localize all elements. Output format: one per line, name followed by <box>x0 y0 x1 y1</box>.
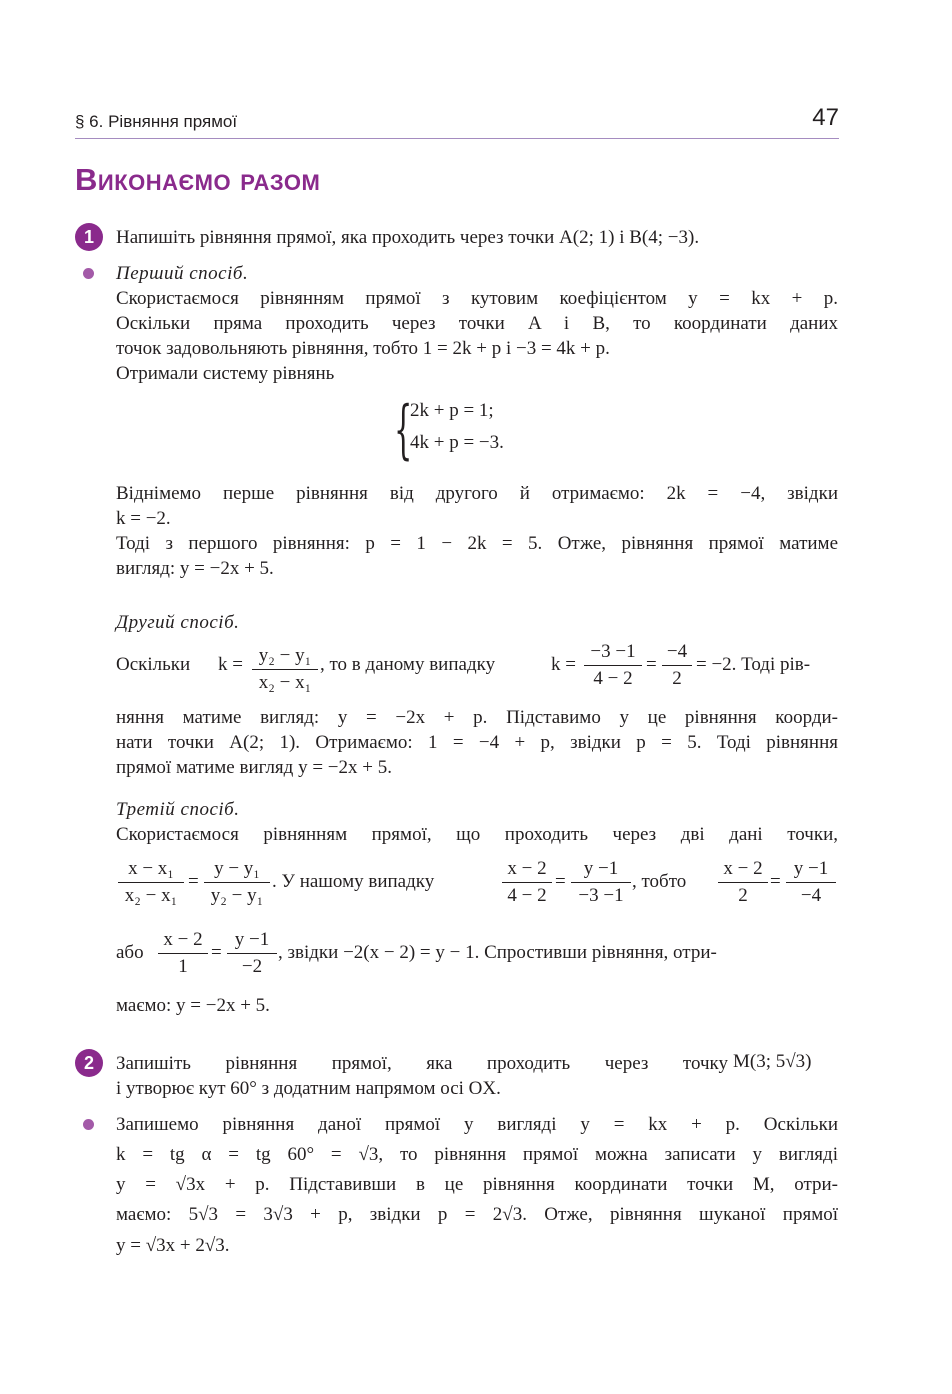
fraction-denominator: −2 <box>241 956 263 977</box>
fraction-slope-values <box>584 640 642 692</box>
fraction-denominator: 1 <box>178 956 188 977</box>
fraction-denominator: y₂ − y₁ <box>210 885 264 906</box>
fraction-numerator: y −1 <box>227 928 277 954</box>
method3-text-2: , тобто <box>632 871 687 892</box>
task1-statement: Напишіть рівняння прямої, яка проходить через точки A(2; 1) і B(4; −3). <box>116 227 700 248</box>
fraction-denominator: x₂ − x₁ <box>258 672 312 693</box>
task2-line-2: і утворює кут 60° з додатним напрямом осі OX. <box>116 1078 501 1099</box>
fraction-case-y <box>571 857 631 909</box>
method2-line-3: прямої матиме вигляд y = −2x + 5. <box>116 757 392 778</box>
bullet-marker <box>83 268 94 279</box>
fraction-denominator: −4 <box>800 885 822 906</box>
method1-after-3: Тоді з першого рівняння: p = 1 − 2k = 5. Отже, рівняння прямої матиме <box>116 533 838 554</box>
method2-k-eq-2: k = <box>551 654 576 675</box>
fraction-numerator: x − 2 <box>718 857 768 883</box>
page-number: 47 <box>812 104 839 131</box>
task2-solution-1: Запишемо рівняння даної прямої у вигляді y = kx + p. Оскільки <box>116 1114 838 1135</box>
method1-after-4: вигляд: y = −2x + 5. <box>116 558 274 579</box>
task2-solution-3: y = √3x + p. Підставивши в це рівняння координати точки M, отри- <box>116 1174 838 1195</box>
equals-sign: = <box>188 871 199 892</box>
method3-text-3: , звідки −2(x − 2) = y − 1. Спростивши рівняння, отри- <box>278 942 717 963</box>
fraction-numerator: y − y₁ <box>204 857 270 883</box>
method1-line-4: Отримали систему рівнянь <box>116 363 335 384</box>
method3-text-1: . У нашому випадку <box>272 871 435 892</box>
method2-prefix: Оскільки <box>116 654 191 675</box>
method2-title: Другий спосіб. <box>116 612 240 633</box>
task2-solution-5: y = √3x + 2√3. <box>116 1235 230 1256</box>
fraction-reduced-x <box>158 928 208 980</box>
method3-abo: або <box>116 942 144 963</box>
fraction-numerator: y −1 <box>571 857 631 883</box>
fraction-numerator: −4 <box>662 640 692 666</box>
task2-point: M(3; 5√3) <box>733 1051 812 1072</box>
method1-after-1: Віднімемо перше рівняння від другого й отримаємо: 2k = −4, звідки <box>116 483 838 504</box>
fraction-denominator: 4 − 2 <box>593 668 633 689</box>
fraction-numerator: x − 2 <box>502 857 552 883</box>
fraction-numerator: x − 2 <box>158 928 208 954</box>
fraction-denominator: −3 −1 <box>578 885 624 906</box>
fraction-numerator: −3 −1 <box>584 640 642 666</box>
fraction-slope-formula <box>252 644 318 696</box>
fraction-two-point-x <box>118 857 184 909</box>
equals-sign: = <box>770 871 781 892</box>
fraction-two-point-y <box>204 857 270 909</box>
fraction-numerator: y −1 <box>786 857 836 883</box>
fraction-simplified-x <box>718 857 768 909</box>
method2-line-1: няння матиме вигляд: y = −2x + p. Підставимо у це рівняння коорди- <box>116 707 838 728</box>
equals-sign: = <box>211 942 222 963</box>
method3-last: маємо: y = −2x + 5. <box>116 995 270 1016</box>
method1-line-2: Оскільки пряма проходить через точки A і B, то координати даних <box>116 313 838 334</box>
fraction-denominator: 4 − 2 <box>507 885 547 906</box>
equals-sign: = <box>555 871 566 892</box>
fraction-slope-simplified <box>662 640 692 692</box>
method2-line-2: нати точки A(2; 1). Отримаємо: 1 = −4 + p, звідки p = 5. Тоді рівняння <box>116 732 838 753</box>
fraction-denominator: 2 <box>672 668 682 689</box>
fraction-simplified-y <box>786 857 836 909</box>
page-heading: Виконаємо разом <box>75 162 321 197</box>
task-number-badge-1: 1 <box>75 223 103 251</box>
fraction-denominator: x₂ − x₁ <box>124 885 178 906</box>
method1-line-1: Скористаємося рівнянням прямої з кутовим коефіцієнтом y = kx + p. <box>116 288 838 309</box>
method1-title: Перший спосіб. <box>116 263 249 284</box>
running-header <box>75 104 839 139</box>
method2-tail: = −2. Тоді рів- <box>696 654 811 675</box>
section-title: § 6. Рівняння прямої <box>75 112 238 131</box>
method3-title: Третій спосіб. <box>116 799 240 820</box>
bullet-marker <box>83 1119 94 1130</box>
method1-line-3: точок задовольняють рівняння, тобто 1 = 2k + p і −3 = 4k + p. <box>116 338 610 359</box>
fraction-numerator: y₂ − y₁ <box>252 644 318 670</box>
task2-solution-2: k = tg α = tg 60° = √3, то рівняння прямої можна записати у вигляді <box>116 1144 838 1165</box>
task2-solution-4: маємо: 5√3 = 3√3 + p, звідки p = 2√3. Отже, рівняння шуканої прямої <box>116 1204 838 1225</box>
fraction-case-x <box>502 857 552 909</box>
method3-line-1: Скористаємося рівнянням прямої, що проходить через дві дані точки, <box>116 824 838 845</box>
system-brace: { <box>394 393 413 467</box>
system-eq-2: 4k + p = −3. <box>410 432 504 453</box>
fraction-denominator: 2 <box>738 885 748 906</box>
fraction-reduced-y <box>227 928 277 980</box>
method1-after-2: k = −2. <box>116 508 171 529</box>
method2-k-eq: k = <box>218 654 243 675</box>
fraction-numerator: x − x₁ <box>118 857 184 883</box>
system-eq-1: 2k + p = 1; <box>410 400 494 421</box>
method2-mid: , то в даному випадку <box>320 654 496 675</box>
task2-line-1: Запишіть рівняння прямої, яка проходить через точку <box>116 1053 728 1074</box>
task-number-badge-2: 2 <box>75 1049 103 1077</box>
method2-eq: = <box>646 654 657 675</box>
